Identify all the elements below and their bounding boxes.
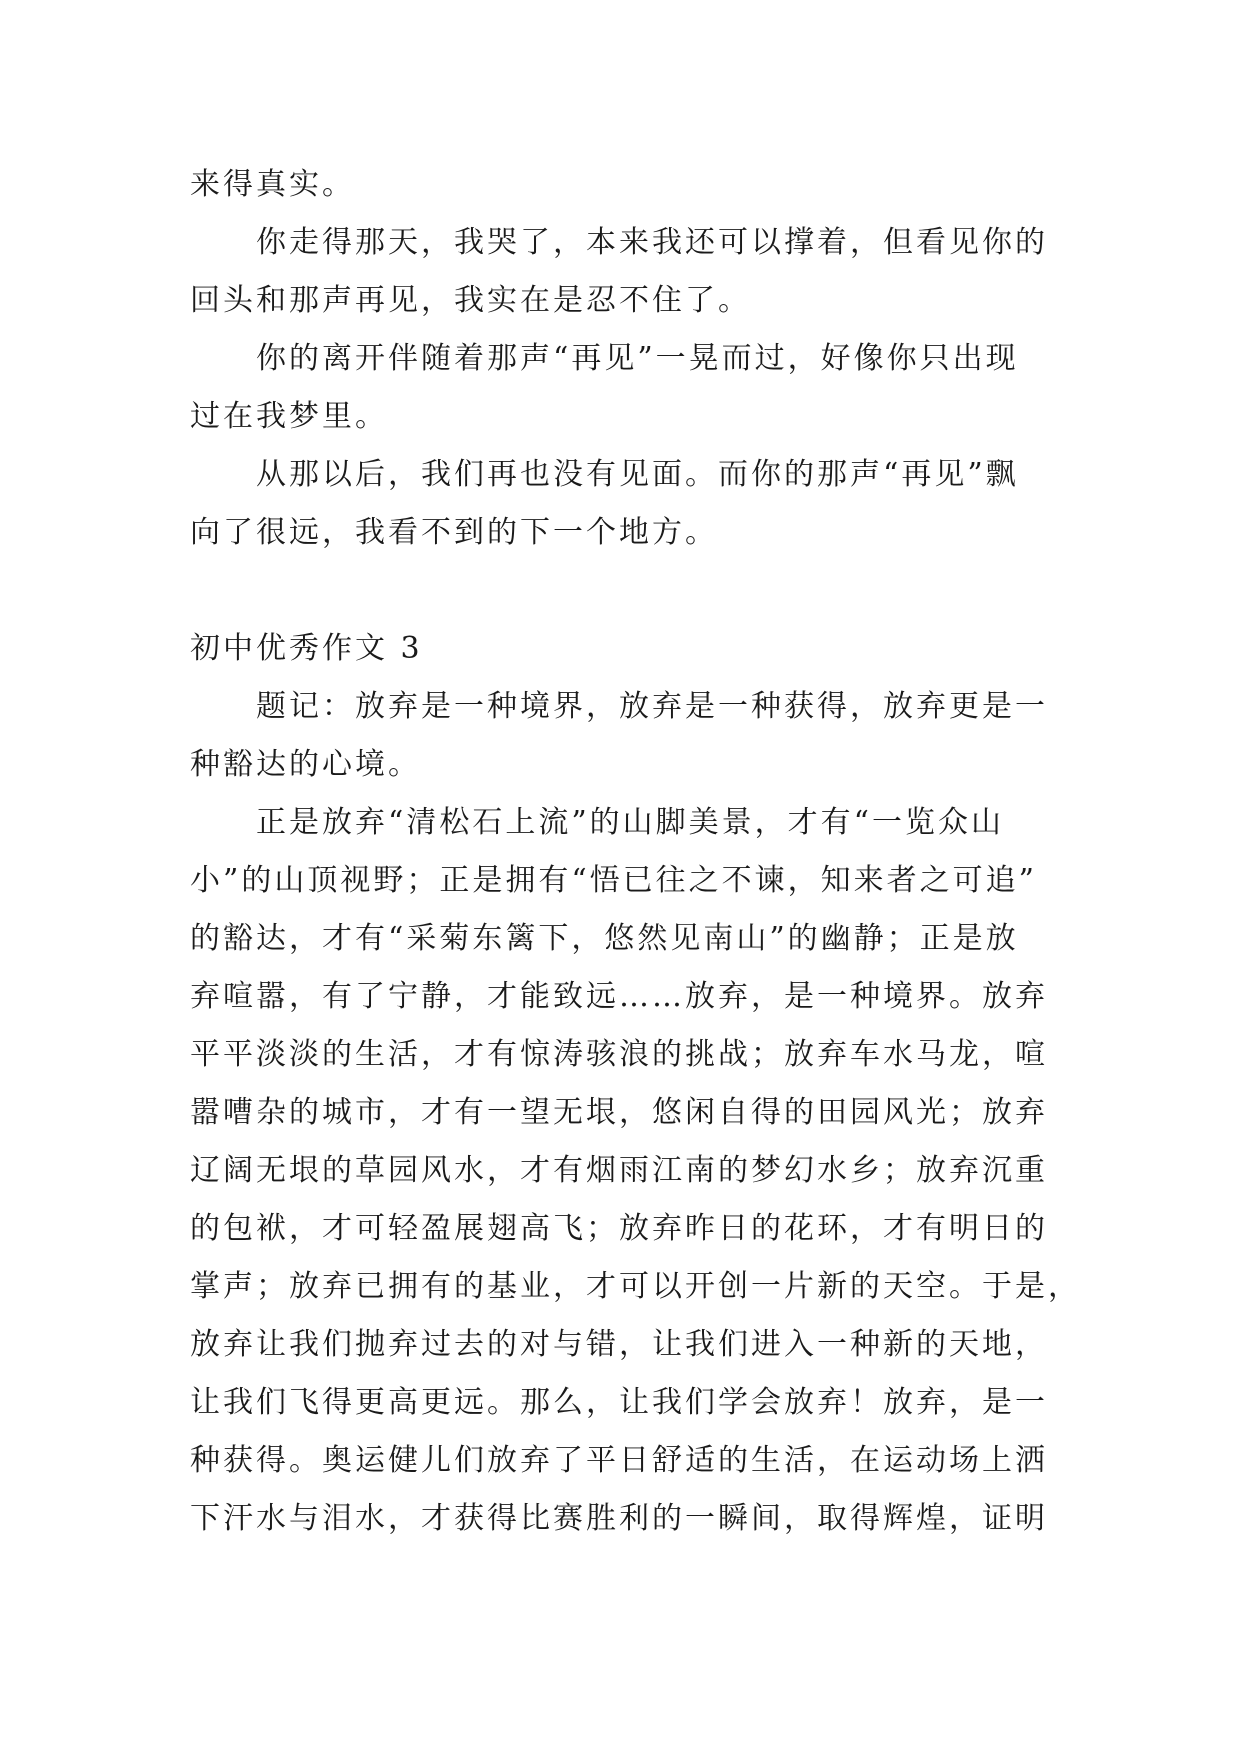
essay-continuation xyxy=(190,156,1050,562)
paragraph-line: 你的离开伴随着那声“再见”一晃而过，好像你只出现 xyxy=(256,341,1019,376)
essay-3 xyxy=(190,620,1081,1548)
paragraph-line: 掌声；放弃已拥有的基业，才可以开创一片新的天空。于是， xyxy=(190,1269,1081,1304)
paragraph-line: 种获得。奥运健儿们放弃了平日舒适的生活，在运动场上洒 xyxy=(190,1443,1048,1478)
paragraph-line: 小”的山顶视野；正是拥有“悟已往之不谏，知来者之可追” xyxy=(190,863,1038,898)
paragraph-line: 辽阔无垠的草园风水，才有烟雨江南的梦幻水乡；放弃沉重 xyxy=(190,1153,1048,1188)
paragraph-line: 让我们飞得更高更远。那么，让我们学会放弃！放弃，是一 xyxy=(190,1385,1048,1420)
paragraph-line: 题记：放弃是一种境界，放弃是一种获得，放弃更是一 xyxy=(256,689,1048,724)
paragraph-line: 的包袱，才可轻盈展翅高飞；放弃昨日的花环，才有明日的 xyxy=(190,1211,1048,1246)
paragraph-line: 过在我梦里。 xyxy=(190,399,388,434)
paragraph-line: 从那以后，我们再也没有见面。而你的那声“再见”飘 xyxy=(256,457,1019,492)
paragraph-line: 种豁达的心境。 xyxy=(190,747,421,782)
paragraph-line: 回头和那声再见，我实在是忍不住了。 xyxy=(190,283,751,318)
paragraph-line: 下汗水与泪水，才获得比赛胜利的一瞬间，取得辉煌，证明 xyxy=(190,1501,1048,1536)
paragraph-line: 来得真实。 xyxy=(190,167,355,202)
paragraph-line: 正是放弃“清松石上流”的山脚美景，才有“一览众山 xyxy=(256,805,1005,840)
paragraph-line: 放弃让我们抛弃过去的对与错，让我们进入一种新的天地， xyxy=(190,1327,1048,1362)
paragraph-line: 向了很远，我看不到的下一个地方。 xyxy=(190,515,718,550)
paragraph-line: 平平淡淡的生活，才有惊涛骇浪的挑战；放弃车水马龙，喧 xyxy=(190,1037,1048,1072)
paragraph-line: 的豁达，才有“采菊东篱下，悠然见南山”的幽静；正是放 xyxy=(190,921,1019,956)
essay-title: 初中优秀作文 3 xyxy=(190,631,423,666)
paragraph-line: 弃喧嚣，有了宁静，才能致远……放弃，是一种境界。放弃 xyxy=(190,979,1048,1014)
paragraph-line: 你走得那天，我哭了，本来我还可以撑着，但看见你的 xyxy=(256,225,1048,260)
paragraph-line: 嚣嘈杂的城市，才有一望无垠，悠闲自得的田园风光；放弃 xyxy=(190,1095,1048,1130)
